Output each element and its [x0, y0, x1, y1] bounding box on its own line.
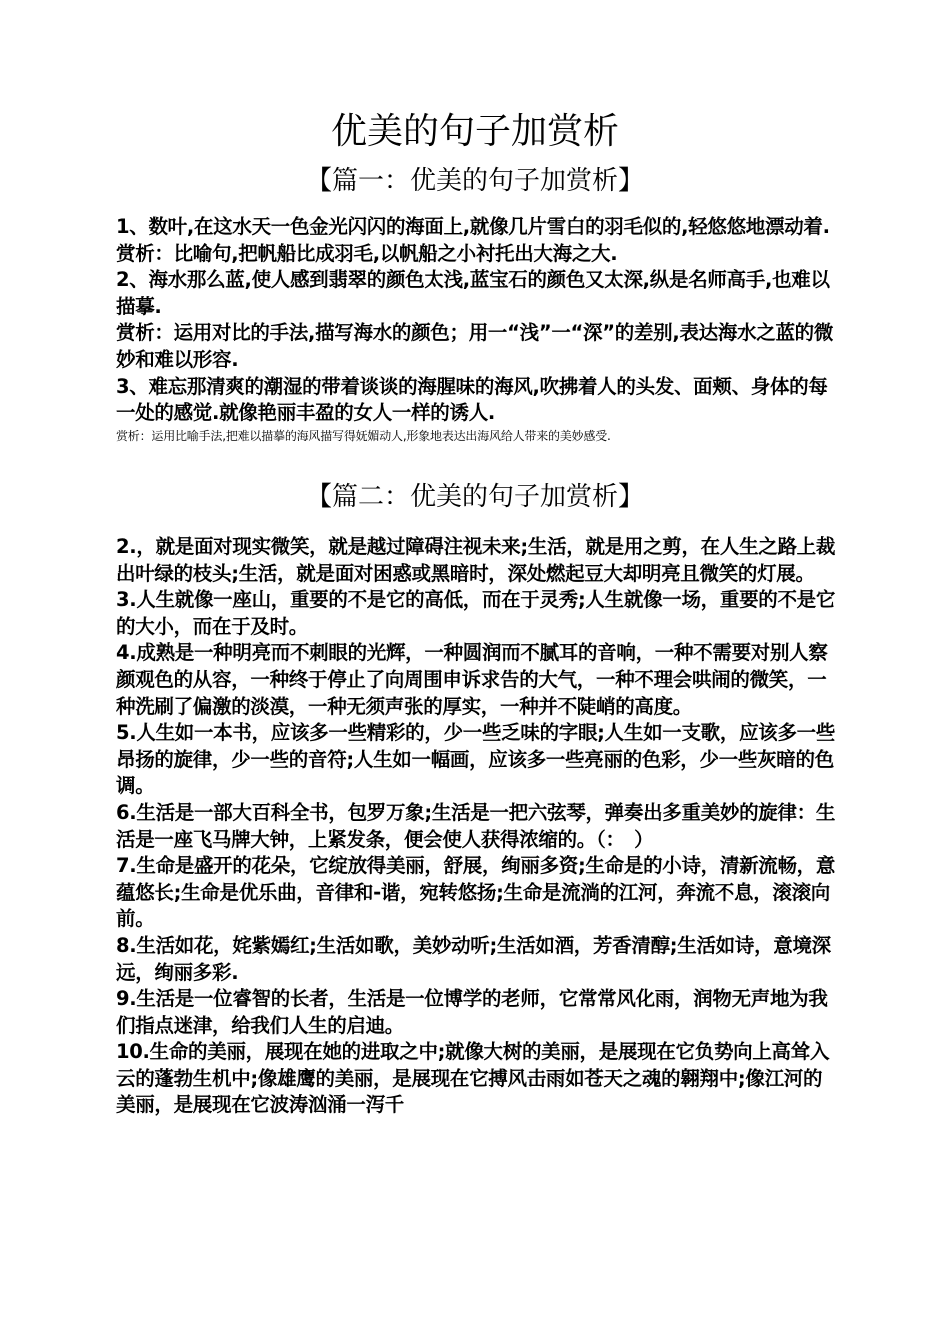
paragraph: 2.，就是面对现实微笑，就是越过障碍注视未来;生活，就是用之剪，在人生之路上裁出叶绿的枝头;生活，就是面对困惑或黑暗时，深处燃起豆大却明亮且微笑的灯展。	[116, 535, 836, 585]
section-body-2	[116, 534, 836, 1119]
paragraph: 6.生活是一部大百科全书，包罗万象;生活是一把六弦琴，弹奏出多重美妙的旋律：生活是一座飞马牌大钟，上紧发条，便会使人获得浓缩的。（： ）	[116, 800, 836, 851]
paragraph: 8.生活如花，姹紫嫣红;生活如歌，美妙动听;生活如酒，芳香清醇;生活如诗，意境深远，绚丽多彩.	[116, 933, 831, 984]
paragraph: 3.人生就像一座山，重要的不是它的高低，而在于灵秀;人生就像一场，重要的不是它的大小，而在于及时。	[116, 588, 836, 638]
document-title: 优美的句子加赏析	[330, 111, 619, 152]
paragraph: 赏析：比喻句,把帆船比成羽毛,以帆船之小衬托出大海之大.	[116, 241, 618, 265]
paragraph: 4.成熟是一种明亮而不刺眼的光辉，一种圆润而不腻耳的音响，一种不需要对别人察颜观色的从容，一种终于停止了向周围申诉求告的大气，一种不理会哄闹的微笑，一种洗刷了偏激的淡漠，一种无须声张的厚实，一种并不陡峭的高度。	[116, 641, 828, 718]
section-heading-1: 【篇一：优美的句子加赏析】	[305, 166, 644, 196]
paragraph-annotation: 赏析：运用比喻手法,把难以描摹的海风描写得妩媚动人,形象地表达出海风给人带来的美妙感受.	[116, 428, 611, 443]
paragraph: 5.人生如一本书，应该多一些精彩的，少一些乏味的字眼;人生如一支歌，应该多一些昂扬的旋律，少一些的音符;人生如一幅画，应该多一些亮丽的色彩，少一些灰暗的色调。	[116, 721, 836, 798]
paragraph: 1、数叶,在这水天一色金光闪闪的海面上,就像几片雪白的羽毛似的,轻悠悠地漂动着.	[116, 215, 830, 238]
paragraph: 10.生命的美丽，展现在她的进取之中;就像大树的美丽，是展现在它负势向上高耸入云的蓬勃生机中;像雄鹰的美丽，是展现在它搏风击雨如苍天之魂的翱翔中;像江河的美丽，是展现在它波涛汹涌一泻千	[116, 1040, 830, 1117]
section-heading-2: 【篇二：优美的句子加赏析】	[305, 482, 644, 512]
section-body-1	[116, 214, 836, 445]
paragraph: 赏析：运用对比的手法,描写海水的颜色；用一“浅”一“深”的差别,表达海水之蓝的微妙和难以形容.	[116, 321, 834, 371]
paragraph: 9.生活是一位睿智的长者，生活是一位博学的老师，它常常风化雨，润物无声地为我们指点迷津，给我们人生的启迪。	[116, 987, 828, 1037]
paragraph: 7.生命是盛开的花朵，它绽放得美丽，舒展，绚丽多资;生命是的小诗，清新流畅，意蕴悠长;生命是优乐曲，音律和-谐，宛转悠扬;生命是流淌的江河，奔流不息，滚滚向前。	[116, 854, 836, 931]
paragraph: 3、难忘那清爽的潮湿的带着谈谈的海腥味的海风,吹拂着人的头发、面颊、身体的每一处的感觉.就像艳丽丰盈的女人一样的诱人.	[116, 374, 828, 425]
paragraph: 2、海水那么蓝,使人感到翡翠的颜色太浅,蓝宝石的颜色又太深,纵是名师高手,也难以描摹.	[116, 268, 830, 318]
